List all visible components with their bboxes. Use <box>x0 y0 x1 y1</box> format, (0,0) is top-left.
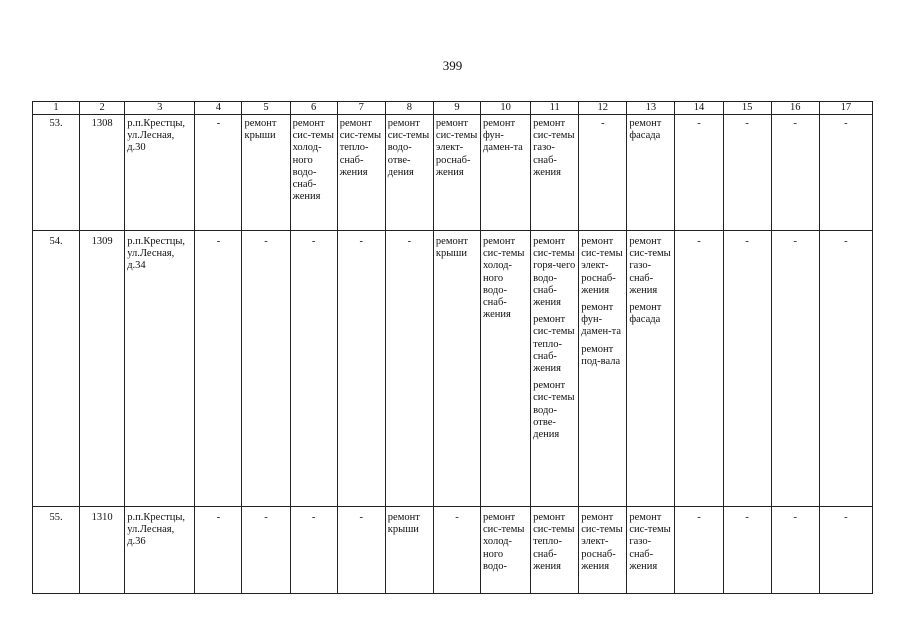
row-number-cell: 54. <box>33 231 80 507</box>
work-item: ремонт крыши <box>435 236 468 260</box>
works-table <box>32 101 873 594</box>
work-cell-8 <box>385 507 433 594</box>
work-cell-14: - <box>675 115 723 231</box>
work-cell-12: - <box>579 115 627 231</box>
work-cell-16: - <box>771 231 819 507</box>
work-cell-11 <box>531 507 579 594</box>
column-number-row <box>33 102 873 115</box>
work-item: ремонт фасада <box>629 118 662 142</box>
work-cell-7: - <box>337 507 385 594</box>
work-cell-8 <box>385 115 433 231</box>
column-header: 12 <box>579 102 627 115</box>
work-item: ремонт сис-темы холод-ного водо-снаб-жения <box>292 118 334 203</box>
column-header: 9 <box>433 102 480 115</box>
work-cell-17: - <box>819 507 872 594</box>
work-cell-5 <box>242 115 290 231</box>
column-header: 14 <box>675 102 723 115</box>
work-cell-6: - <box>290 231 337 507</box>
work-item: ремонт сис-темы элект-роснаб-жения <box>435 118 478 178</box>
column-header: 15 <box>723 102 771 115</box>
work-cell-11 <box>531 231 579 507</box>
work-cell-5: - <box>242 231 290 507</box>
work-item: ремонт сис-темы газо-снаб-жения <box>629 236 671 296</box>
work-cell-6 <box>290 115 337 231</box>
work-item: ремонт сис-темы элект-роснаб-жения <box>581 236 623 296</box>
work-cell-13 <box>627 115 675 231</box>
column-header: 13 <box>627 102 675 115</box>
row-number-cell: 55. <box>33 507 80 594</box>
table-row <box>33 115 873 231</box>
work-item: ремонт под-вала <box>581 343 621 367</box>
work-cell-10 <box>481 507 531 594</box>
work-cell-4: - <box>195 115 242 231</box>
column-header: 6 <box>290 102 337 115</box>
work-cell-9 <box>433 115 480 231</box>
column-header: 4 <box>195 102 242 115</box>
work-cell-17: - <box>819 115 872 231</box>
work-item: ремонт сис-темы тепло-снаб-жения <box>533 512 575 572</box>
work-item: ремонт сис-темы холод-ного водо-снаб-жения <box>483 236 525 321</box>
work-cell-7 <box>337 115 385 231</box>
work-cell-15: - <box>723 115 771 231</box>
work-cell-15: - <box>723 231 771 507</box>
work-cell-16: - <box>771 115 819 231</box>
work-item: ремонт сис-темы тепло-снаб-жения <box>339 118 382 178</box>
work-cell-11 <box>531 115 579 231</box>
work-item: ремонт сис-темы газо-снаб-жения <box>533 118 575 178</box>
work-cell-10 <box>481 231 531 507</box>
work-cell-15: - <box>723 507 771 594</box>
table-row <box>33 231 873 507</box>
building-code-cell: 1309 <box>80 231 125 507</box>
work-cell-13 <box>627 507 675 594</box>
work-item: ремонт сис-темы газо-снаб-жения <box>629 512 671 572</box>
column-header: 7 <box>337 102 385 115</box>
column-header: 5 <box>242 102 290 115</box>
work-item: ремонт сис-темы водо-отве-дения <box>533 380 575 441</box>
address-cell: р.п.Крестцы, ул.Лесная, д.34 <box>125 231 195 507</box>
building-code-cell: 1308 <box>80 115 125 231</box>
page-number: 399 <box>442 58 463 73</box>
work-item: ремонт фасада <box>629 302 662 326</box>
work-item: ремонт сис-темы водо-отве-дения <box>387 118 430 178</box>
work-cell-13 <box>627 231 675 507</box>
work-cell-6: - <box>290 507 337 594</box>
column-header: 17 <box>819 102 872 115</box>
work-cell-14: - <box>675 507 723 594</box>
work-item: ремонт сис-темы тепло-снаб-жения <box>533 314 575 375</box>
column-header: 16 <box>771 102 819 115</box>
work-item: ремонт сис-темы горя-чего водо-снаб-жения <box>533 236 576 309</box>
address-cell: р.п.Крестцы, ул.Лесная, д.30 <box>125 115 195 231</box>
column-header: 3 <box>125 102 195 115</box>
work-cell-10 <box>481 115 531 231</box>
column-header: 1 <box>33 102 80 115</box>
table-row <box>33 507 873 594</box>
work-cell-16: - <box>771 507 819 594</box>
work-cell-7: - <box>337 231 385 507</box>
work-cell-8: - <box>385 231 433 507</box>
work-cell-9 <box>433 231 480 507</box>
work-cell-12 <box>579 231 627 507</box>
work-cell-4: - <box>195 231 242 507</box>
work-item: ремонт сис-темы холод-ного водо- <box>483 512 525 572</box>
work-cell-12 <box>579 507 627 594</box>
column-header: 2 <box>80 102 125 115</box>
building-code-cell: 1310 <box>80 507 125 594</box>
work-item: ремонт крыши <box>387 512 420 536</box>
column-header: 11 <box>531 102 579 115</box>
work-item: ремонт фун-дамен-та <box>483 118 523 154</box>
work-item: ремонт сис-темы элект-роснаб-жения <box>581 512 623 572</box>
column-header: 8 <box>385 102 433 115</box>
work-cell-14: - <box>675 231 723 507</box>
work-cell-17: - <box>819 231 872 507</box>
work-cell-4: - <box>195 507 242 594</box>
work-item: ремонт фун-дамен-та <box>581 302 622 338</box>
work-item: ремонт крыши <box>244 118 277 142</box>
work-cell-5: - <box>242 507 290 594</box>
address-cell: р.п.Крестцы, ул.Лесная, д.36 <box>125 507 195 594</box>
row-number-cell: 53. <box>33 115 80 231</box>
column-header: 10 <box>481 102 531 115</box>
work-cell-9: - <box>433 507 480 594</box>
